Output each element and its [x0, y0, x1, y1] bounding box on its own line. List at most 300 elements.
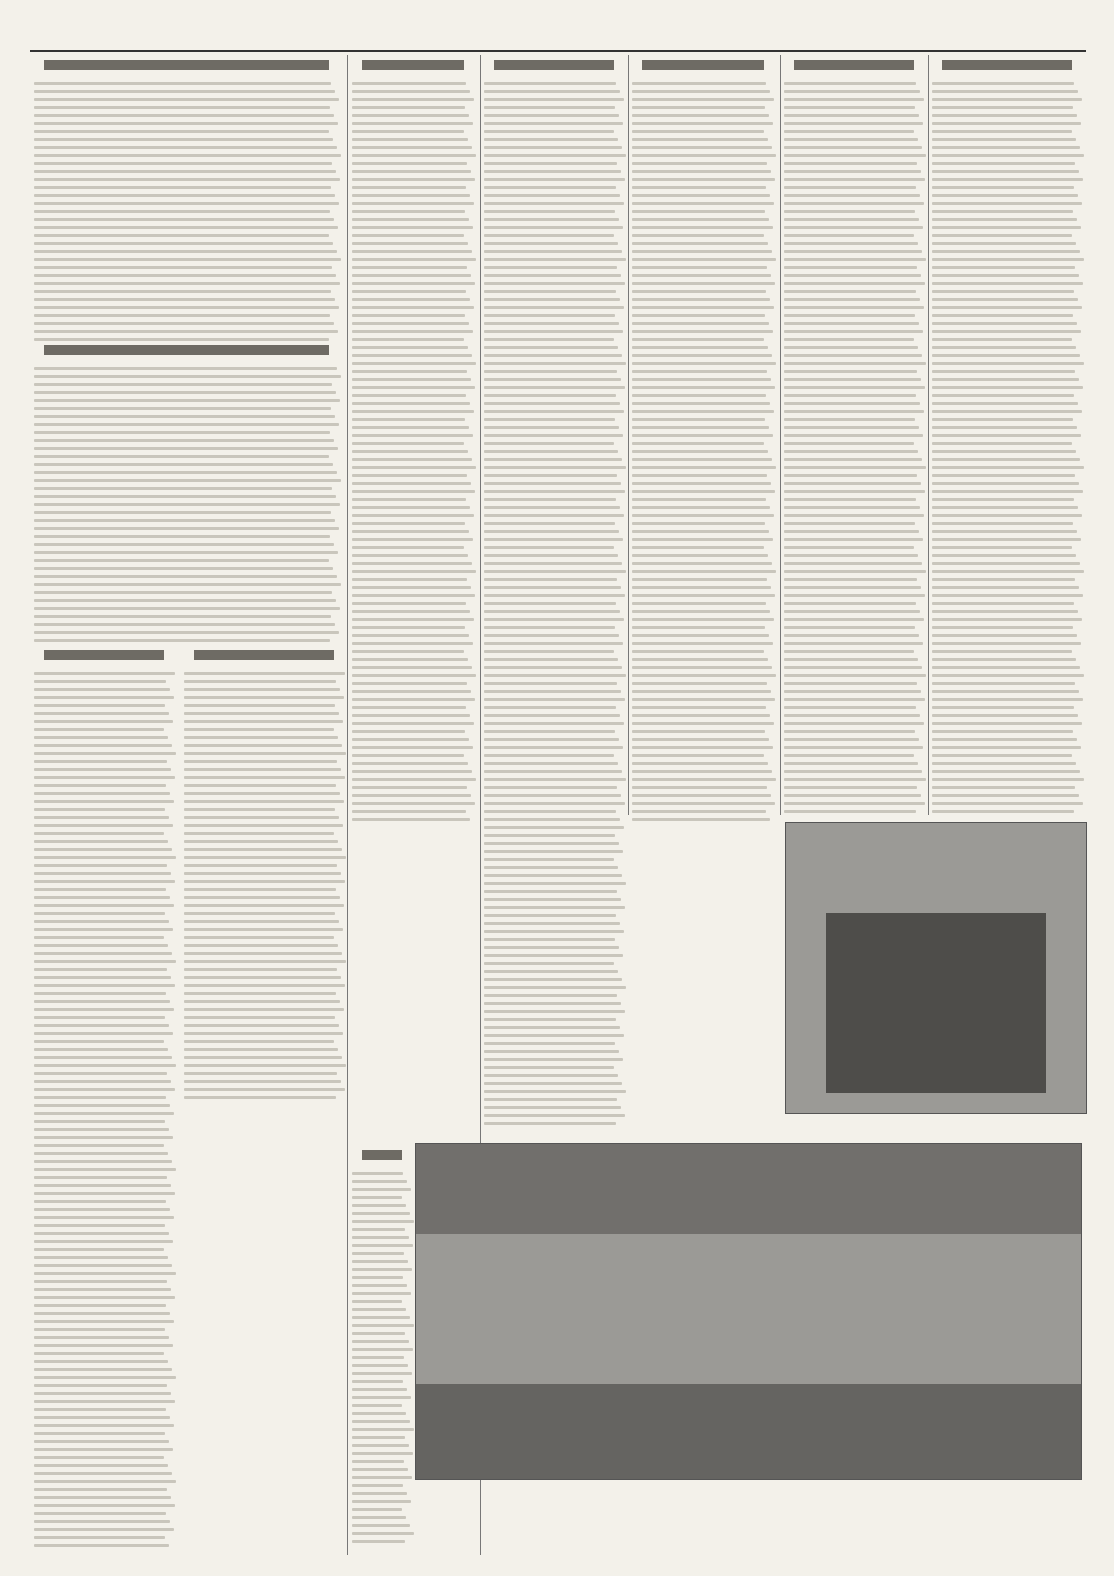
text-line	[784, 770, 922, 773]
text-line	[784, 210, 915, 213]
text-line	[484, 226, 623, 229]
text-line	[34, 527, 339, 530]
text-line	[352, 410, 474, 413]
text-line	[34, 479, 341, 482]
text-line	[34, 712, 169, 715]
text-line	[484, 746, 623, 749]
text-line	[632, 770, 772, 773]
text-line	[184, 880, 345, 883]
text-line	[484, 922, 620, 925]
text-line	[34, 896, 170, 899]
text-line	[484, 362, 626, 365]
text-line	[932, 594, 1083, 597]
text-line	[352, 434, 473, 437]
text-line	[34, 904, 174, 907]
text-line	[184, 896, 340, 899]
text-line	[784, 522, 915, 525]
text-line	[34, 511, 331, 514]
text-line	[784, 506, 920, 509]
text-line	[352, 770, 472, 773]
text-line	[784, 418, 915, 421]
text-line	[184, 1040, 334, 1043]
text-line	[632, 626, 765, 629]
text-line	[352, 1204, 406, 1207]
text-line	[352, 122, 473, 125]
text-line	[34, 976, 171, 979]
text-line	[632, 530, 769, 533]
text-line	[34, 623, 335, 626]
text-line	[184, 872, 341, 875]
text-line	[484, 602, 616, 605]
text-line	[932, 162, 1075, 165]
text-line	[484, 258, 626, 261]
text-line	[34, 242, 333, 245]
text-line	[352, 282, 475, 285]
text-line	[352, 530, 469, 533]
text-line	[484, 314, 615, 317]
text-line	[352, 562, 472, 565]
text-line	[632, 266, 767, 269]
text-line	[34, 1304, 166, 1307]
text-line	[932, 466, 1084, 469]
text-line	[632, 282, 775, 285]
text-line	[932, 370, 1075, 373]
text-line	[352, 1332, 405, 1335]
text-line	[34, 752, 176, 755]
text-line	[352, 218, 469, 221]
text-line	[784, 698, 925, 701]
text-line	[34, 1376, 176, 1379]
text-line	[484, 810, 616, 813]
text-line	[484, 530, 619, 533]
text-line	[484, 770, 622, 773]
text-line	[784, 794, 921, 797]
text-line	[784, 722, 924, 725]
text-line	[352, 1540, 405, 1543]
text-line	[632, 594, 775, 597]
text-line	[352, 194, 470, 197]
text-line	[352, 1228, 405, 1231]
text-line	[34, 1400, 175, 1403]
text-line	[34, 1432, 165, 1435]
text-line	[784, 594, 925, 597]
text-line	[932, 330, 1081, 333]
text-line	[484, 554, 618, 557]
text-line	[34, 1264, 172, 1267]
text-line	[184, 1072, 337, 1075]
text-line	[184, 992, 336, 995]
text-line	[184, 760, 337, 763]
text-line	[34, 1272, 176, 1275]
text-line	[784, 162, 917, 165]
text-line	[632, 378, 771, 381]
text-line	[932, 122, 1081, 125]
text-line	[484, 994, 617, 997]
text-line	[632, 178, 775, 181]
text-line	[484, 562, 622, 565]
text-line	[484, 130, 614, 133]
text-line	[34, 1160, 172, 1163]
text-line	[484, 346, 618, 349]
text-line	[932, 250, 1080, 253]
text-line	[632, 298, 770, 301]
text-line	[784, 514, 924, 517]
text-line	[34, 968, 167, 971]
text-line	[932, 138, 1076, 141]
text-line	[932, 410, 1082, 413]
text-line	[932, 714, 1078, 717]
text-line	[784, 754, 914, 757]
text-line	[632, 234, 764, 237]
text-line	[34, 122, 338, 125]
text-line	[784, 106, 915, 109]
text-line	[784, 802, 925, 805]
text-line	[34, 431, 330, 434]
text-line	[484, 218, 619, 221]
photo-coronation-congregation	[416, 1384, 1081, 1479]
text-line	[34, 1280, 167, 1283]
text-line	[784, 178, 925, 181]
text-line	[932, 626, 1073, 629]
text-line	[632, 658, 768, 661]
text-line	[34, 330, 338, 333]
text-line	[34, 1464, 168, 1467]
text-line	[352, 762, 468, 765]
text-line	[632, 498, 766, 501]
text-line	[352, 250, 472, 253]
text-line	[352, 1460, 404, 1463]
text-line	[784, 666, 922, 669]
text-line	[352, 690, 471, 693]
text-line	[632, 810, 766, 813]
text-line	[34, 1472, 172, 1475]
text-line	[484, 242, 618, 245]
photo-polo	[785, 822, 1087, 1114]
text-line	[932, 418, 1073, 421]
text-line	[932, 618, 1082, 621]
text-line	[484, 946, 619, 949]
text-line	[784, 186, 916, 189]
text-line	[352, 538, 473, 541]
text-line	[34, 1128, 169, 1131]
text-line	[632, 714, 770, 717]
text-line	[184, 960, 346, 963]
text-line	[34, 583, 341, 586]
text-line	[784, 362, 926, 365]
text-line	[632, 578, 767, 581]
text-line	[784, 330, 923, 333]
text-line	[484, 842, 619, 845]
text-line	[632, 746, 773, 749]
text-line	[184, 1024, 339, 1027]
text-line	[34, 290, 331, 293]
text-line	[932, 650, 1072, 653]
text-line	[352, 1292, 411, 1295]
text-line	[352, 378, 471, 381]
text-line	[932, 538, 1081, 541]
text-line	[34, 226, 338, 229]
text-line	[632, 98, 774, 101]
text-line	[632, 226, 773, 229]
text-line	[784, 90, 920, 93]
text-line	[632, 482, 771, 485]
text-line	[632, 218, 769, 221]
text-line	[352, 162, 467, 165]
text-line	[184, 680, 336, 683]
text-line	[932, 458, 1080, 461]
text-line	[784, 130, 914, 133]
text-line	[352, 330, 473, 333]
text-line	[34, 1168, 176, 1171]
text-line	[34, 423, 339, 426]
text-line	[34, 138, 333, 141]
text-line	[34, 154, 341, 157]
text-line	[484, 834, 615, 837]
text-line	[484, 234, 614, 237]
text-line	[932, 698, 1083, 701]
text-line	[784, 682, 917, 685]
text-line	[34, 218, 334, 221]
text-line	[632, 130, 764, 133]
text-line	[932, 354, 1080, 357]
text-line	[632, 474, 767, 477]
text-line	[352, 778, 476, 781]
text-line	[632, 458, 772, 461]
text-line	[352, 1220, 414, 1223]
text-line	[34, 864, 167, 867]
text-line	[932, 682, 1075, 685]
text-line	[784, 610, 920, 613]
text-line	[632, 778, 776, 781]
text-line	[484, 658, 618, 661]
text-line	[184, 936, 334, 939]
text-line	[352, 1372, 412, 1375]
text-line	[34, 1392, 171, 1395]
text-line	[34, 367, 337, 370]
text-line	[484, 906, 625, 909]
text-line	[34, 495, 336, 498]
text-line	[484, 202, 624, 205]
text-line	[932, 730, 1073, 733]
text-line	[34, 575, 337, 578]
text-line	[352, 458, 472, 461]
text-line	[484, 594, 625, 597]
text-line	[632, 122, 773, 125]
text-line	[352, 202, 474, 205]
text-line	[632, 490, 775, 493]
text-line	[352, 466, 476, 469]
text-line	[484, 1082, 622, 1085]
text-line	[352, 1172, 403, 1175]
text-line	[34, 1040, 164, 1043]
text-line	[484, 138, 618, 141]
text-line	[484, 738, 619, 741]
text-line	[932, 210, 1073, 213]
text-line	[932, 346, 1076, 349]
column-headline	[642, 60, 764, 70]
text-line	[632, 250, 772, 253]
text-line	[784, 98, 924, 101]
text-line	[632, 570, 776, 573]
text-line	[34, 1144, 164, 1147]
text-line	[932, 82, 1074, 85]
text-line	[932, 562, 1080, 565]
text-line	[632, 154, 776, 157]
text-line	[932, 658, 1076, 661]
text-line	[34, 1416, 170, 1419]
text-line	[34, 98, 339, 101]
text-line	[34, 872, 171, 875]
text-line	[34, 298, 335, 301]
text-line	[632, 106, 765, 109]
text-line	[484, 1058, 623, 1061]
text-line	[34, 1016, 165, 1019]
text-line	[632, 794, 771, 797]
text-line	[34, 1120, 165, 1123]
text-line	[34, 1344, 173, 1347]
text-line	[352, 722, 474, 725]
text-line	[784, 578, 917, 581]
text-line	[932, 514, 1082, 517]
text-line	[932, 362, 1084, 365]
text-line	[632, 394, 766, 397]
text-line	[34, 234, 329, 237]
text-line	[34, 1224, 165, 1227]
text-line	[932, 274, 1079, 277]
text-line	[484, 1114, 625, 1117]
text-line	[352, 82, 466, 85]
text-line	[784, 570, 926, 573]
text-line	[352, 1396, 411, 1399]
text-line	[352, 130, 464, 133]
text-line	[352, 706, 466, 709]
text-line	[484, 538, 623, 541]
text-line	[784, 706, 916, 709]
text-line	[484, 642, 623, 645]
text-line	[34, 258, 341, 261]
text-line	[932, 218, 1077, 221]
text-line	[932, 266, 1075, 269]
text-line	[34, 1008, 174, 1011]
text-line	[352, 258, 476, 261]
text-line	[784, 762, 918, 765]
text-line	[484, 722, 624, 725]
text-line	[34, 680, 166, 683]
text-line	[932, 178, 1083, 181]
text-line	[184, 928, 343, 931]
masthead-rule	[30, 50, 1086, 52]
text-line	[352, 154, 476, 157]
text-line	[632, 666, 772, 669]
text-line	[932, 530, 1077, 533]
text-line	[34, 688, 170, 691]
text-line	[352, 1196, 402, 1199]
text-line	[632, 602, 766, 605]
text-line	[34, 1176, 167, 1179]
text-line	[632, 386, 775, 389]
text-line	[484, 106, 615, 109]
text-line	[632, 562, 772, 565]
text-line	[184, 840, 338, 843]
text-line	[784, 322, 919, 325]
text-line	[484, 162, 617, 165]
text-line	[352, 730, 465, 733]
text-line	[484, 866, 618, 869]
text-line	[932, 402, 1078, 405]
text-line	[632, 802, 775, 805]
text-line	[34, 407, 331, 410]
text-line	[484, 178, 625, 181]
text-line	[34, 599, 336, 602]
text-line	[352, 698, 475, 701]
text-line	[484, 146, 622, 149]
text-line	[352, 1316, 410, 1319]
text-line	[484, 618, 624, 621]
text-line	[484, 626, 615, 629]
text-line	[484, 914, 616, 917]
text-line	[352, 314, 465, 317]
text-line	[352, 1260, 408, 1263]
text-line	[352, 482, 471, 485]
text-line	[34, 840, 168, 843]
text-line	[34, 1000, 170, 1003]
text-line	[484, 890, 617, 893]
text-line	[34, 106, 330, 109]
text-line	[632, 514, 774, 517]
text-line	[34, 170, 336, 173]
text-line	[352, 650, 464, 653]
text-line	[34, 210, 330, 213]
text-line	[34, 960, 176, 963]
text-line	[484, 682, 617, 685]
text-line	[184, 808, 335, 811]
text-line	[34, 551, 338, 554]
text-line	[352, 1380, 403, 1383]
text-line	[932, 578, 1075, 581]
text-line	[932, 450, 1076, 453]
text-line	[632, 362, 776, 365]
text-line	[352, 1420, 410, 1423]
text-line	[784, 242, 918, 245]
text-line	[484, 818, 620, 821]
text-line	[352, 1348, 413, 1351]
text-line	[34, 162, 332, 165]
text-line	[352, 1180, 407, 1183]
text-line	[34, 1240, 173, 1243]
text-line	[784, 810, 916, 813]
text-line	[484, 858, 614, 861]
text-line	[34, 776, 175, 779]
text-line	[484, 1042, 615, 1045]
text-line	[784, 266, 917, 269]
text-line	[352, 674, 476, 677]
text-line	[184, 784, 336, 787]
text-line	[484, 778, 626, 781]
text-line	[932, 666, 1080, 669]
text-line	[352, 1356, 404, 1359]
text-line	[352, 794, 471, 797]
text-line	[784, 402, 920, 405]
text-line	[632, 330, 773, 333]
text-line	[784, 642, 923, 645]
text-line	[784, 738, 919, 741]
text-line	[352, 602, 466, 605]
text-line	[34, 1496, 171, 1499]
text-line	[484, 706, 616, 709]
text-line	[932, 202, 1082, 205]
text-line	[184, 672, 345, 675]
text-line	[34, 1136, 173, 1139]
